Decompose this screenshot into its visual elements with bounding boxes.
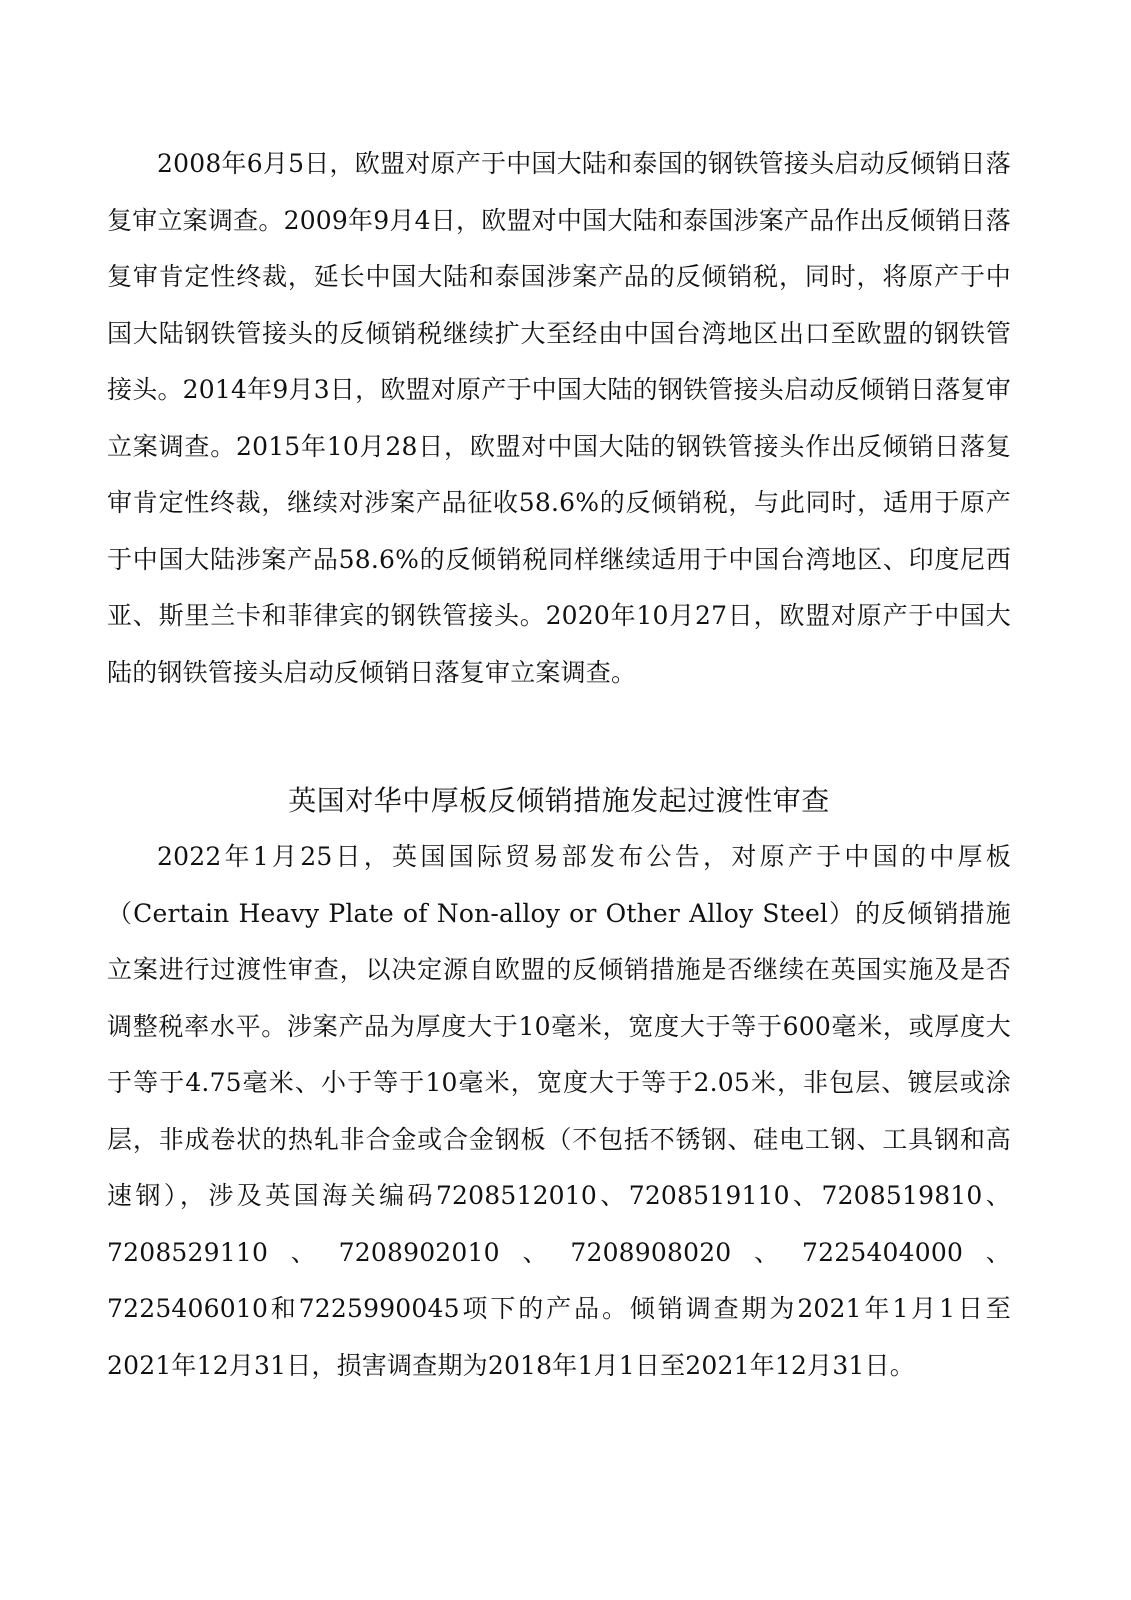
paragraph-uk-heavy-plate: 2022年1月25日，英国国际贸易部发布公告，对原产于中国的中厚板（Certain Heavy Plate of Non-alloy or Other Alloy Steel）的反倾销措施立案进行过渡性审查，以决定源自欧盟的反倾销措施是否继续在英国实施及是否调整税率水平。涉案产品为厚度大于10毫米，宽度大于等于600毫米，或厚度大于等于4.75毫米、小于等于10毫米，宽度大于等于2.05米，非包层、镀层或涂层，非成卷状的热轧非合金或合金钢板（不包括不锈钢、硅电工钢、工具钢和高速钢），涉及英国海关编码7208512010、7208519110、7208519810、7208529110、7208902010、7208908020、7225404000、7225406010和7225990045项下的产品。倾销调查期为2021年1月1日至2021年12月31日，损害调查期为2018年1月1日至2021年12月31日。	[107, 842, 1011, 1380]
paragraph-eu-pipe-fittings: 2008年6月5日，欧盟对原产于中国大陆和泰国的钢铁管接头启动反倾销日落复审立案调查。2009年9月4日，欧盟对中国大陆和泰国涉案产品作出反倾销日落复审肯定性终裁，延长中国大陆和泰国涉案产品的反倾销税，同时，将原产于中国大陆钢铁管接头的反倾销税继续扩大至经由中国台湾地区出口至欧盟的钢铁管接头。2014年9月3日，欧盟对原产于中国大陆的钢铁管接头启动反倾销日落复审立案调查。2015年10月28日，欧盟对中国大陆的钢铁管接头作出反倾销日落复审肯定性终裁，继续对涉案产品征收58.6%的反倾销税，与此同时，适用于原产于中国大陆涉案产品58.6%的反倾销税同样继续适用于中国台湾地区、印度尼西亚、斯里兰卡和菲律宾的钢铁管接头。2020年10月27日，欧盟对原产于中国大陆的钢铁管接头启动反倾销日落复审立案调查。	[107, 149, 1011, 687]
document-body	[107, 136, 1011, 1394]
section-title: 英国对华中厚板反倾销措施发起过渡性审查	[288, 784, 830, 817]
